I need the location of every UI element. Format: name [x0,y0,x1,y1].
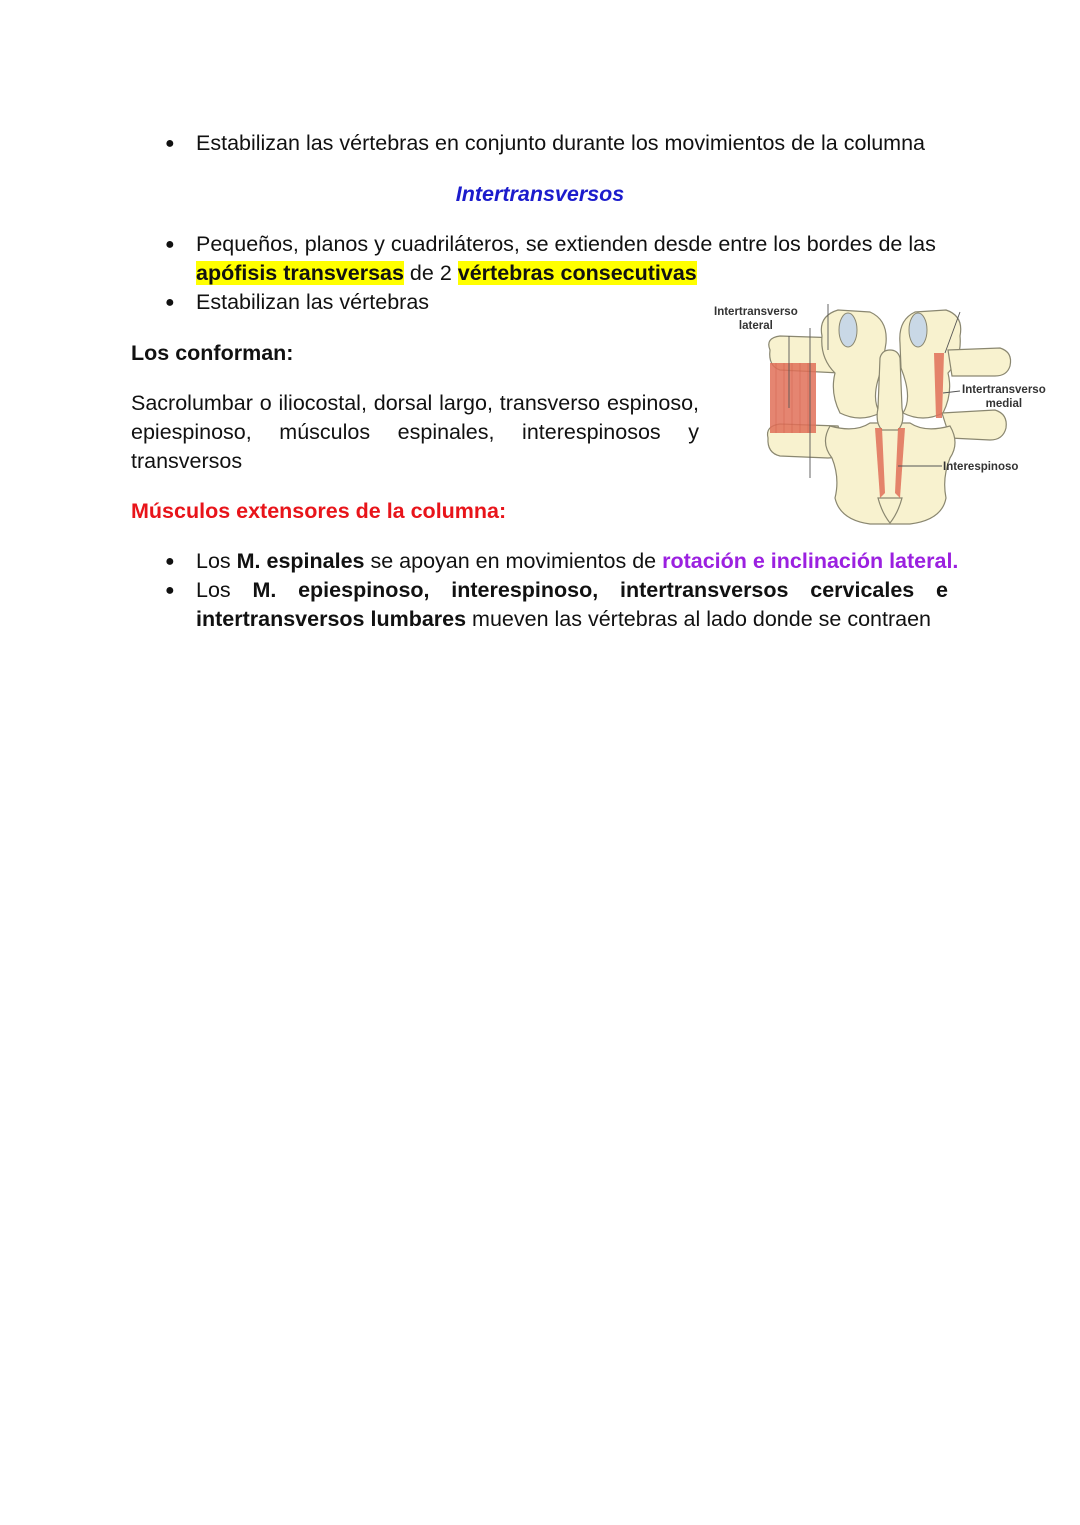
text-de-2: de 2 [403,261,458,285]
label-intertransverso-medial [962,383,1046,411]
epiespinoso-bullet-line1 [196,576,948,605]
conforman-heading: Los conforman: [131,341,294,365]
conforman-paragraph: Sacrolumbar o iliocostal, dorsal largo, transverso espinoso, epiespinoso, músculos espinales, interespinosos y transversos [131,391,699,473]
label-intertransverso-lateral [714,305,798,333]
label-line: lateral [738,320,773,332]
vertebra-muscle-diagram [710,298,1070,528]
text-intertransversos-lumbares: intertransversos lumbares [196,607,467,631]
highlight-apofisis: apófisis transversas [196,261,404,285]
bullet-icon: ● [165,236,175,253]
bullet-icon: ● [165,294,175,311]
text-los: Los [196,578,253,602]
label-interespinoso: Interespinoso [943,461,1019,473]
highlight-vertebras: vértebras consecutivas [457,261,697,285]
text-los: Los [196,549,237,573]
epiespinoso-bullet-line2 [196,605,931,634]
label-line: medial [985,398,1023,410]
text-mueven: mueven las vértebras al lado donde se contraen [466,607,931,631]
label-line: Intertransverso [714,306,798,318]
intertransversos-bullet-line2 [196,259,697,288]
text-se-apoyan: se apoyan en movimientos de [364,549,663,573]
bullet-icon: ● [165,553,175,570]
top-bullet-text: Estabilizan las vértebras en conjunto durante los movimientos de la columna [196,131,926,155]
label-line: Intertransverso [962,384,1046,396]
espinales-bullet [196,547,958,576]
section-title-intertransversos: Intertransversos [455,182,625,206]
text-m-espinales: M. espinales [236,549,365,573]
extensores-heading: Músculos extensores de la columna: [131,499,507,523]
estabilizan-bullet: Estabilizan las vértebras [196,290,430,314]
text-m-epiespinoso: M. epiespinoso, interespinoso, intertransversos cervicales e [252,578,948,602]
bullet-icon: ● [165,135,175,152]
text-rotacion: rotación e inclinación lateral. [662,549,959,573]
bullet-icon: ● [165,582,175,599]
intertransversos-bullet-line1: Pequeños, planos y cuadriláteros, se extienden desde entre los bordes de las [196,232,936,256]
